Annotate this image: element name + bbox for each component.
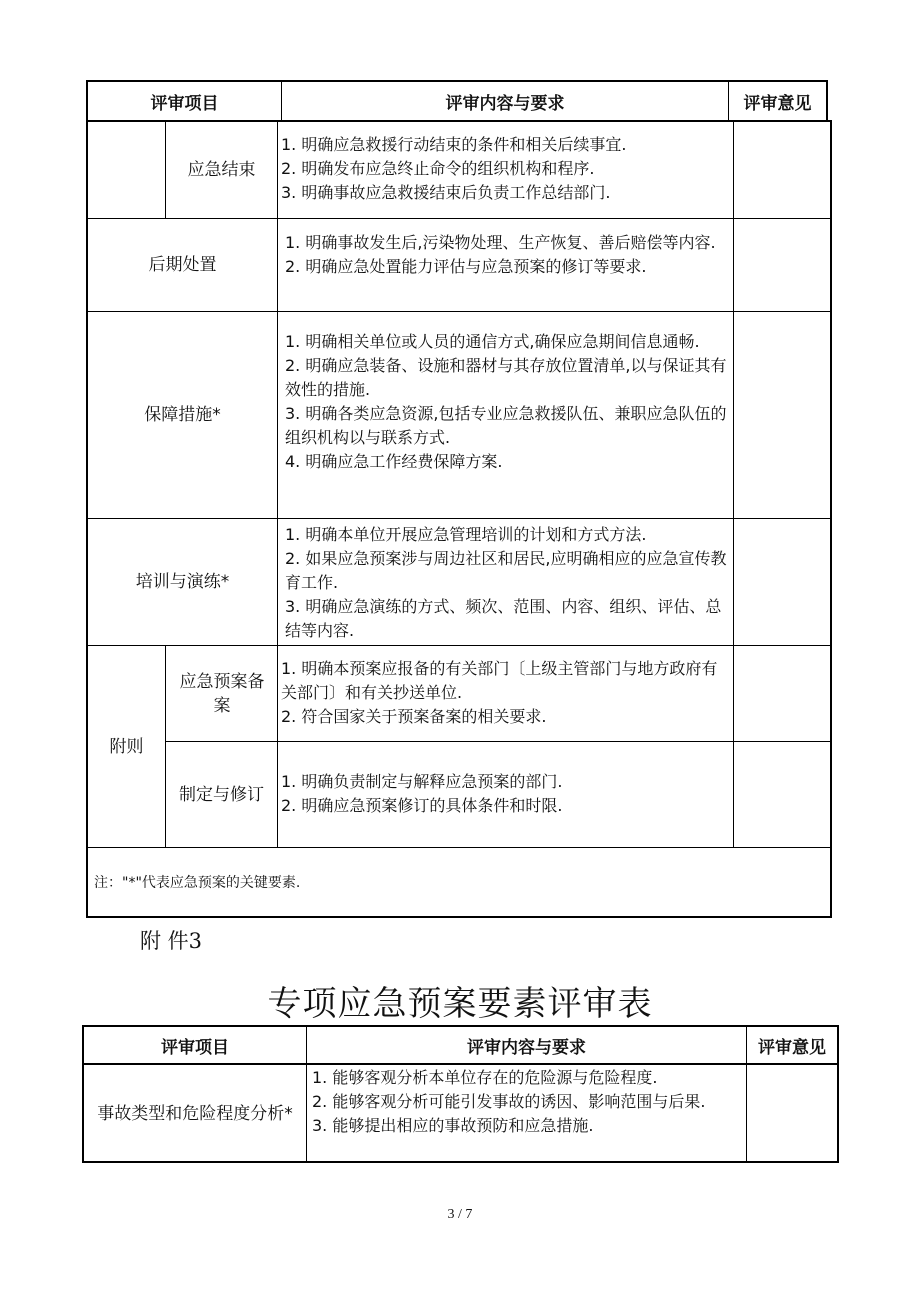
header-review-opinion: 评审意见 <box>743 93 812 114</box>
row-content-plan-filing <box>281 657 731 729</box>
row-label-accident-analysis: 事故类型和危险程度分析* <box>97 1103 293 1124</box>
list-item: 1. 明确负责制定与解释应急预案的部门. <box>281 772 563 791</box>
page-number: 3 / 7 <box>447 1207 473 1222</box>
list-item: 1. 能够客观分析本单位存在的危险源与危险程度. <box>312 1068 658 1087</box>
row-content-accident-analysis <box>312 1066 744 1138</box>
header-review-content-2: 评审内容与要求 <box>467 1037 586 1058</box>
row-label-safeguards: 保障措施* <box>144 405 221 425</box>
list-item: 1. 明确相关单位或人员的通信方式,确保应急期间信息通畅. <box>285 332 700 351</box>
list-item: 3. 能够提出相应的事故预防和应急措施. <box>312 1116 594 1135</box>
list-item: 2. 符合国家关于预案备案的相关要求. <box>281 707 547 726</box>
header-review-content: 评审内容与要求 <box>445 93 565 114</box>
row-content-aftermath <box>285 231 731 279</box>
header-review-item-2: 评审项目 <box>161 1037 229 1058</box>
header-review-opinion-2: 评审意见 <box>758 1037 826 1058</box>
list-item: 1. 明确本预案应报备的有关部门〔上级主管部门与地方政府有关部门〕和有关抄送单位. <box>281 659 718 702</box>
row-content-training-drills <box>285 523 731 643</box>
row-label-plan-filing: 应急预案备案 <box>179 671 265 716</box>
appendix-label: 附 件3 <box>140 929 203 953</box>
list-item: 2. 能够客观分析可能引发事故的诱因、影响范围与后果. <box>312 1092 706 1111</box>
row-label-training-drills: 培训与演练* <box>135 572 230 592</box>
list-item: 1. 明确本单位开展应急管理培训的计划和方式方法. <box>285 525 647 544</box>
list-item: 2. 明确发布应急终止命令的组织机构和程序. <box>281 159 595 178</box>
row-label-formulation-revision: 制定与修订 <box>179 784 264 805</box>
header-review-item: 评审项目 <box>150 93 219 114</box>
table-footnote: 注："*"代表应急预案的关键要素. <box>94 875 301 891</box>
list-item: 2. 明确应急预案修订的具体条件和时限. <box>281 796 563 815</box>
list-item: 3. 明确事故应急救援结束后负责工作总结部门. <box>281 183 611 202</box>
list-item: 2. 明确应急处置能力评估与应急预案的修订等要求. <box>285 257 647 276</box>
list-item: 4. 明确应急工作经费保障方案. <box>285 452 503 471</box>
row-label-aftermath: 后期处置 <box>148 255 217 275</box>
row-content-formulation-revision <box>281 770 731 818</box>
row-content-emergency-end <box>281 133 731 205</box>
list-item: 3. 明确应急演练的方式、频次、范围、内容、组织、评估、总结等内容. <box>285 597 722 640</box>
document-title: 专项应急预案要素评审表 <box>267 984 653 1024</box>
row-label-supplementary: 附则 <box>109 736 144 757</box>
row-label-emergency-end: 应急结束 <box>187 160 256 180</box>
list-item: 3. 明确各类应急资源,包括专业应急救援队伍、兼职应急队伍的组织机构以与联系方式. <box>285 404 727 447</box>
list-item: 2. 如果应急预案涉与周边社区和居民,应明确相应的应急宣传教育工作. <box>285 549 727 592</box>
list-item: 1. 明确应急救援行动结束的条件和相关后续事宜. <box>281 135 627 154</box>
list-item: 2. 明确应急装备、设施和器材与其存放位置清单,以与保证其有效性的措施. <box>285 356 727 399</box>
list-item: 1. 明确事故发生后,污染物处理、生产恢复、善后赔偿等内容. <box>285 233 716 252</box>
row-content-safeguards <box>285 330 731 474</box>
